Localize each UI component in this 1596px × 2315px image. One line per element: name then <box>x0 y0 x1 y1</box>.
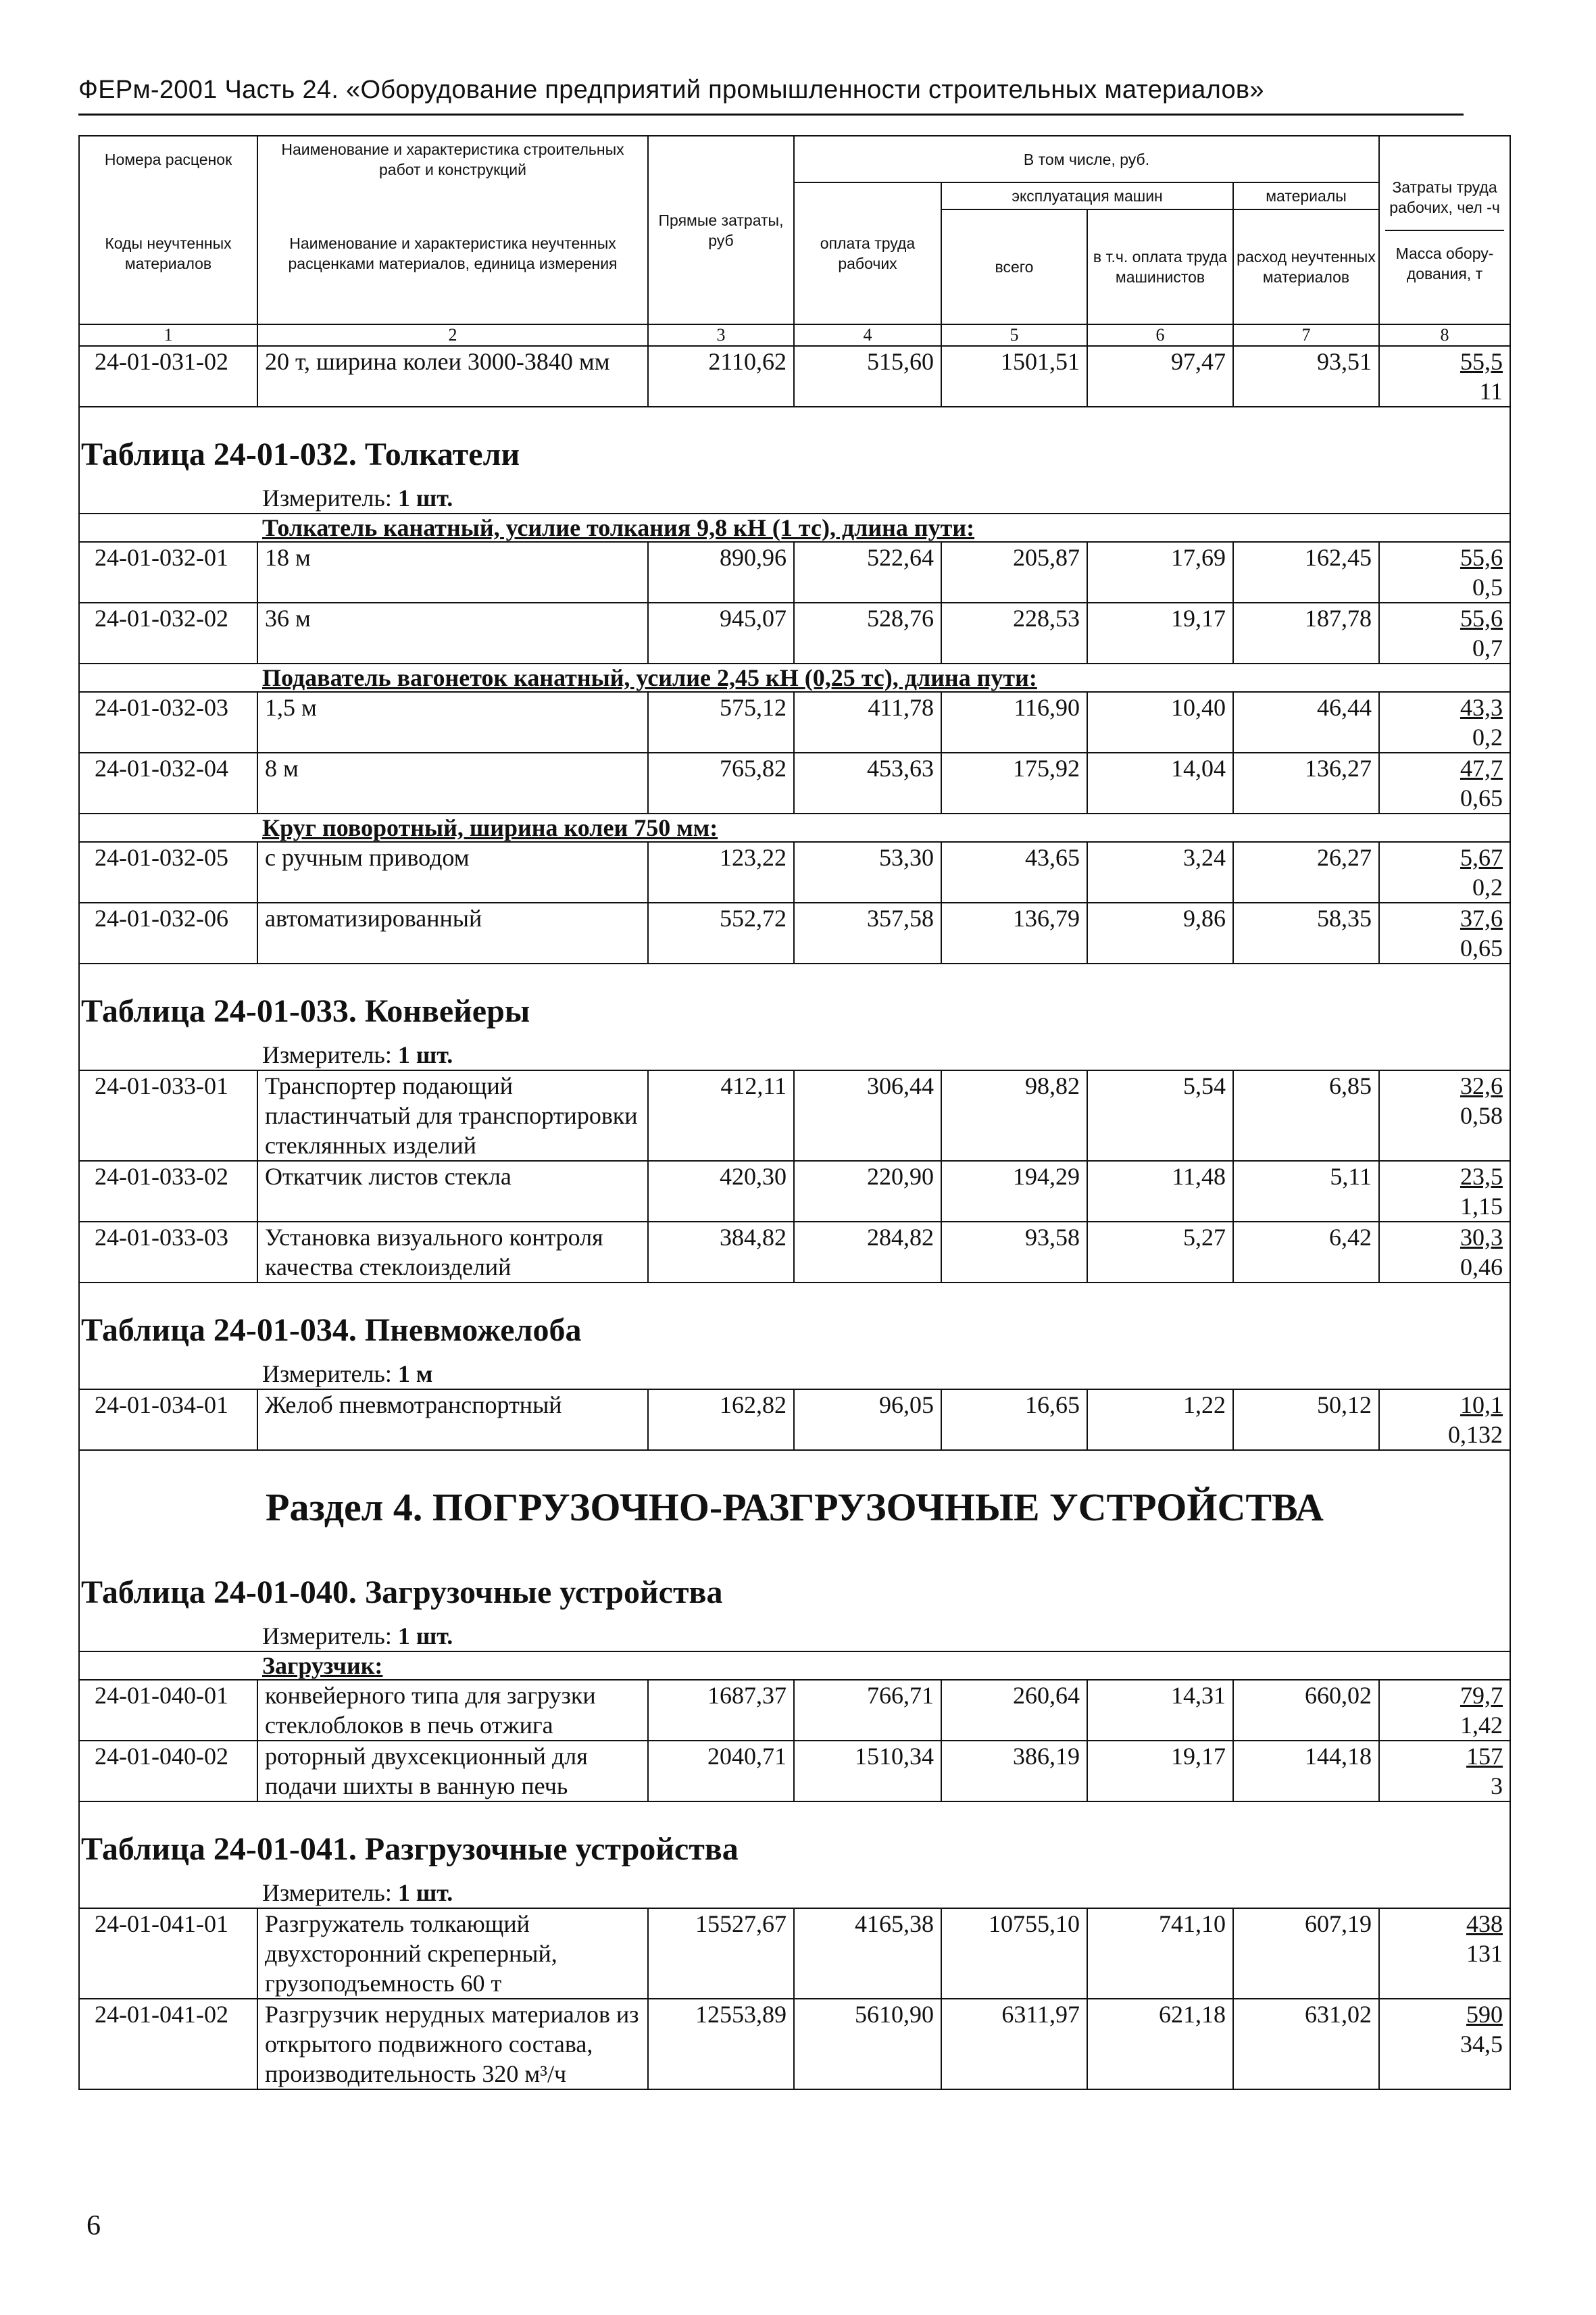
row-mass: 0,65 <box>1460 935 1503 962</box>
row-machine-total: 194,29 <box>941 1161 1087 1222</box>
row-labor-mass <box>1379 692 1510 753</box>
measure-row <box>79 475 1510 514</box>
row-labor-pay: 357,58 <box>794 903 941 964</box>
row-machinist-pay: 17,69 <box>1087 542 1233 603</box>
table-row <box>79 692 1510 753</box>
header-rule <box>78 114 1464 116</box>
col-machine-total: всего <box>941 209 1087 324</box>
row-code: 24-01-032-05 <box>79 842 257 903</box>
row-materials: 162,45 <box>1233 542 1379 603</box>
row-code: 24-01-032-06 <box>79 903 257 964</box>
table-title-row <box>79 964 1510 1032</box>
row-labor-mass <box>1379 1680 1510 1741</box>
table-row <box>79 346 1510 407</box>
row-labor-mass <box>1379 1070 1510 1161</box>
row-machine-total: 260,64 <box>941 1680 1087 1741</box>
row-machinist-pay: 3,24 <box>1087 842 1233 903</box>
row-mass: 34,5 <box>1460 2031 1503 2058</box>
row-direct-costs: 12553,89 <box>648 1999 794 2089</box>
column-numbers-row <box>79 324 1510 346</box>
row-labor: 590 <box>1466 2001 1503 2028</box>
measure-cell <box>79 1870 1510 1908</box>
row-labor: 55,6 <box>1460 605 1503 632</box>
group-cell <box>79 814 1510 842</box>
row-materials: 6,42 <box>1233 1222 1379 1283</box>
measure-value: 1 шт. <box>397 1879 453 1906</box>
row-labor-pay: 515,60 <box>794 346 941 407</box>
section-row <box>79 1450 1510 1559</box>
row-machine-total: 93,58 <box>941 1222 1087 1283</box>
row-materials: 50,12 <box>1233 1389 1379 1450</box>
rates-table <box>78 135 1511 2090</box>
header-row-1 <box>79 136 1510 182</box>
col-materials: материалы <box>1233 182 1379 209</box>
table-title: Таблица 24-01-032. Толкатели <box>79 407 1510 475</box>
measure-value: 1 шт. <box>397 484 453 512</box>
row-machine-total: 228,53 <box>941 603 1087 664</box>
row-code: 24-01-033-01 <box>79 1070 257 1161</box>
group-title: Толкатель канатный, усилие толкания 9,8 кН (1 тс), длина пути: <box>262 514 975 541</box>
page-header: ФЕРм-2001 Часть 24. «Оборудование предприятий промышленности строительных материалов» <box>78 76 1264 104</box>
colnum-2: 2 <box>257 324 648 346</box>
row-labor: 79,7 <box>1460 1682 1503 1709</box>
row-machine-total: 136,79 <box>941 903 1087 964</box>
row-code: 24-01-032-02 <box>79 603 257 664</box>
row-materials: 46,44 <box>1233 692 1379 753</box>
row-mass: 1,15 <box>1460 1193 1503 1220</box>
row-materials: 26,27 <box>1233 842 1379 903</box>
row-name: 18 м <box>257 542 648 603</box>
measure-cell <box>79 1032 1510 1070</box>
row-machine-total: 10755,10 <box>941 1908 1087 1999</box>
row-name: Разгружатель толкающий двухсторонний скреперный, грузоподъемность 60 т <box>257 1908 648 1999</box>
row-name: Транспортер подающий пластинчатый для транспортировки стеклянных изделий <box>257 1070 648 1161</box>
colnum-8: 8 <box>1379 324 1510 346</box>
measure-row <box>79 1613 1510 1651</box>
measure-value: 1 м <box>397 1360 433 1387</box>
equipment-mass-label: Масса обору-дования, т <box>1395 244 1494 282</box>
row-labor-mass <box>1379 1741 1510 1801</box>
row-labor-mass <box>1379 1161 1510 1222</box>
table-row <box>79 1070 1510 1161</box>
row-direct-costs: 384,82 <box>648 1222 794 1283</box>
row-machine-total: 43,65 <box>941 842 1087 903</box>
row-direct-costs: 412,11 <box>648 1070 794 1161</box>
row-mass: 0,2 <box>1472 724 1503 751</box>
row-materials: 607,19 <box>1233 1908 1379 1999</box>
col-including: В том числе, руб. <box>794 136 1379 182</box>
row-materials: 144,18 <box>1233 1741 1379 1801</box>
row-labor-pay: 53,30 <box>794 842 941 903</box>
row-materials: 136,27 <box>1233 753 1379 814</box>
table-row <box>79 542 1510 603</box>
table-row <box>79 1908 1510 1999</box>
table-row <box>79 842 1510 903</box>
group-title: Загрузчик: <box>262 1652 383 1679</box>
measure-value: 1 шт. <box>397 1622 453 1649</box>
row-materials: 93,51 <box>1233 346 1379 407</box>
row-mass: 0,5 <box>1472 574 1503 601</box>
row-machinist-pay: 97,47 <box>1087 346 1233 407</box>
measure-row <box>79 1351 1510 1389</box>
col-work-name: Наименование и характеристика строительных работ и конструкций <box>257 136 648 182</box>
table-title: Таблица 24-01-040. Загрузочные устройства <box>79 1559 1510 1613</box>
row-direct-costs: 420,30 <box>648 1161 794 1222</box>
table-title: Таблица 24-01-041. Разгрузочные устройства <box>79 1801 1510 1870</box>
row-machinist-pay: 10,40 <box>1087 692 1233 753</box>
row-machinist-pay: 14,31 <box>1087 1680 1233 1741</box>
colnum-6: 6 <box>1087 324 1233 346</box>
col-direct-costs: Прямые затраты, руб <box>648 136 794 324</box>
header-row-2 <box>79 182 1510 209</box>
table-title-row <box>79 1801 1510 1870</box>
row-machinist-pay: 621,18 <box>1087 1999 1233 2089</box>
row-labor-mass <box>1379 1389 1510 1450</box>
rates-sheet <box>78 135 1510 2090</box>
row-code: 24-01-040-02 <box>79 1741 257 1801</box>
row-name: 1,5 м <box>257 692 648 753</box>
table-row <box>79 603 1510 664</box>
row-code: 24-01-033-02 <box>79 1161 257 1222</box>
colnum-1: 1 <box>79 324 257 346</box>
row-labor: 37,6 <box>1460 905 1503 932</box>
row-machine-total: 16,65 <box>941 1389 1087 1450</box>
row-materials: 187,78 <box>1233 603 1379 664</box>
row-labor: 43,3 <box>1460 694 1503 721</box>
row-direct-costs: 123,22 <box>648 842 794 903</box>
table-row <box>79 903 1510 964</box>
row-code: 24-01-032-03 <box>79 692 257 753</box>
row-direct-costs: 2040,71 <box>648 1741 794 1801</box>
col-machine-ops: эксплуатация машин <box>941 182 1233 209</box>
row-mass: 131 <box>1466 1940 1503 1967</box>
row-mass: 11 <box>1479 378 1503 405</box>
row-code: 24-01-034-01 <box>79 1389 257 1450</box>
table-title-row <box>79 407 1510 475</box>
row-labor: 23,5 <box>1460 1163 1503 1190</box>
row-machine-total: 1501,51 <box>941 346 1087 407</box>
group-title: Подаватель вагонеток канатный, усилие 2,45 кН (0,25 тс), длина пути: <box>262 664 1037 691</box>
row-machine-total: 175,92 <box>941 753 1087 814</box>
row-materials: 5,11 <box>1233 1161 1379 1222</box>
group-row <box>79 814 1510 842</box>
row-labor-mass <box>1379 542 1510 603</box>
row-mass: 0,46 <box>1460 1253 1503 1280</box>
row-labor-pay: 522,64 <box>794 542 941 603</box>
row-materials: 6,85 <box>1233 1070 1379 1161</box>
row-labor-pay: 306,44 <box>794 1070 941 1161</box>
measure-cell <box>79 475 1510 514</box>
row-direct-costs: 552,72 <box>648 903 794 964</box>
row-machine-total: 98,82 <box>941 1070 1087 1161</box>
row-machinist-pay: 5,27 <box>1087 1222 1233 1283</box>
row-direct-costs: 890,96 <box>648 542 794 603</box>
row-name: конвейерного типа для загрузки стеклоблоков в печь отжига <box>257 1680 648 1741</box>
section-title: Раздел 4. ПОГРУЗОЧНО-РАЗГРУЗОЧНЫЕ УСТРОЙСТВА <box>79 1450 1510 1559</box>
table-row <box>79 1389 1510 1450</box>
col-labor-pay: оплата труда рабочих <box>794 182 941 324</box>
row-machine-total: 386,19 <box>941 1741 1087 1801</box>
row-code: 24-01-032-01 <box>79 542 257 603</box>
table-row <box>79 753 1510 814</box>
table-title: Таблица 24-01-033. Конвейеры <box>79 964 1510 1032</box>
group-row <box>79 664 1510 692</box>
row-machinist-pay: 19,17 <box>1087 603 1233 664</box>
measure-label: Измеритель: <box>262 1622 392 1649</box>
table-row <box>79 1680 1510 1741</box>
row-materials: 631,02 <box>1233 1999 1379 2089</box>
row-direct-costs: 162,82 <box>648 1389 794 1450</box>
group-title: Круг поворотный, ширина колеи 750 мм: <box>262 814 718 841</box>
group-row <box>79 514 1510 542</box>
measure-label: Измеритель: <box>262 484 392 512</box>
row-code: 24-01-032-04 <box>79 753 257 814</box>
row-labor-pay: 284,82 <box>794 1222 941 1283</box>
row-machine-total: 205,87 <box>941 542 1087 603</box>
row-labor: 5,67 <box>1460 844 1503 871</box>
row-labor-mass <box>1379 1999 1510 2089</box>
row-code: 24-01-031-02 <box>79 346 257 407</box>
measure-value: 1 шт. <box>397 1041 453 1068</box>
measure-row <box>79 1870 1510 1908</box>
row-labor-pay: 528,76 <box>794 603 941 664</box>
col-material-name: Наименование и характеристика неучтенных расценками материалов, единица измерения <box>257 182 648 324</box>
row-machinist-pay: 5,54 <box>1087 1070 1233 1161</box>
row-name: Разгрузчик нерудных материалов из открытого подвижного состава, производительность 320 м³/ч <box>257 1999 648 2089</box>
row-labor-pay: 5610,90 <box>794 1999 941 2089</box>
page-number: 6 <box>86 2210 101 2241</box>
row-labor-mass <box>1379 603 1510 664</box>
colnum-5: 5 <box>941 324 1087 346</box>
row-labor-pay: 411,78 <box>794 692 941 753</box>
row-name: 20 т, ширина колеи 3000-3840 мм <box>257 346 648 407</box>
row-mass: 0,7 <box>1472 634 1503 662</box>
row-code: 24-01-033-03 <box>79 1222 257 1283</box>
col-unaccounted-materials: расход неучтенных материалов <box>1233 209 1379 324</box>
measure-cell <box>79 1613 1510 1651</box>
row-mass: 0,132 <box>1448 1421 1503 1448</box>
row-name: Желоб пневмотранспортный <box>257 1389 648 1450</box>
row-code: 24-01-041-01 <box>79 1908 257 1999</box>
row-labor: 55,5 <box>1460 348 1503 375</box>
row-direct-costs: 765,82 <box>648 753 794 814</box>
row-labor-mass <box>1379 753 1510 814</box>
measure-cell <box>79 1351 1510 1389</box>
col-material-codes: Коды неучтенных материалов <box>79 182 257 324</box>
row-labor: 438 <box>1466 1910 1503 1937</box>
row-mass: 0,2 <box>1472 874 1503 901</box>
labor-costs-label: Затраты труда рабочих, чел -ч <box>1385 173 1504 231</box>
row-direct-costs: 15527,67 <box>648 1908 794 1999</box>
col-machinist-pay: в т.ч. оплата труда машинистов <box>1087 209 1233 324</box>
row-labor-mass <box>1379 346 1510 407</box>
row-machine-total: 116,90 <box>941 692 1087 753</box>
row-labor: 32,6 <box>1460 1072 1503 1099</box>
measure-label: Измеритель: <box>262 1360 392 1387</box>
row-direct-costs: 1687,37 <box>648 1680 794 1741</box>
row-labor: 30,3 <box>1460 1224 1503 1251</box>
row-labor: 10,1 <box>1460 1391 1503 1418</box>
row-labor-pay: 453,63 <box>794 753 941 814</box>
table-row <box>79 1161 1510 1222</box>
row-labor: 47,7 <box>1460 755 1503 782</box>
row-name: 8 м <box>257 753 648 814</box>
row-labor-mass <box>1379 1222 1510 1283</box>
table-title-row <box>79 1559 1510 1613</box>
row-direct-costs: 575,12 <box>648 692 794 753</box>
row-machinist-pay: 11,48 <box>1087 1161 1233 1222</box>
row-machinist-pay: 1,22 <box>1087 1389 1233 1450</box>
colnum-4: 4 <box>794 324 941 346</box>
group-cell <box>79 664 1510 692</box>
row-direct-costs: 2110,62 <box>648 346 794 407</box>
col-rate-numbers: Номера расценок <box>79 136 257 182</box>
colnum-7: 7 <box>1233 324 1379 346</box>
table-title: Таблица 24-01-034. Пневможелоба <box>79 1283 1510 1351</box>
row-machinist-pay: 741,10 <box>1087 1908 1233 1999</box>
row-mass: 3 <box>1491 1772 1503 1799</box>
row-labor: 157 <box>1466 1743 1503 1770</box>
group-cell <box>79 514 1510 542</box>
row-name: Откатчик листов стекла <box>257 1161 648 1222</box>
table-row <box>79 1999 1510 2089</box>
table-row <box>79 1222 1510 1283</box>
row-labor: 55,6 <box>1460 544 1503 571</box>
group-row <box>79 1651 1510 1680</box>
row-materials: 660,02 <box>1233 1680 1379 1741</box>
row-machinist-pay: 19,17 <box>1087 1741 1233 1801</box>
row-labor-mass <box>1379 903 1510 964</box>
row-direct-costs: 945,07 <box>648 603 794 664</box>
measure-label: Измеритель: <box>262 1879 392 1906</box>
row-labor-mass <box>1379 842 1510 903</box>
table-title-row <box>79 1283 1510 1351</box>
row-labor-pay: 1510,34 <box>794 1741 941 1801</box>
row-name: 36 м <box>257 603 648 664</box>
row-name: роторный двухсекционный для подачи шихты в ванную печь <box>257 1741 648 1801</box>
row-name: Установка визуального контроля качества стеклоизделий <box>257 1222 648 1283</box>
row-code: 24-01-040-01 <box>79 1680 257 1741</box>
measure-label: Измеритель: <box>262 1041 392 1068</box>
row-code: 24-01-041-02 <box>79 1999 257 2089</box>
row-labor-mass <box>1379 1908 1510 1999</box>
row-mass: 0,65 <box>1460 785 1503 812</box>
table-row <box>79 1741 1510 1801</box>
row-mass: 0,58 <box>1460 1102 1503 1129</box>
row-labor-pay: 220,90 <box>794 1161 941 1222</box>
group-cell <box>79 1651 1510 1680</box>
row-machinist-pay: 9,86 <box>1087 903 1233 964</box>
row-labor-pay: 4165,38 <box>794 1908 941 1999</box>
row-machine-total: 6311,97 <box>941 1999 1087 2089</box>
row-name: с ручным приводом <box>257 842 648 903</box>
row-name: автоматизированный <box>257 903 648 964</box>
row-labor-pay: 766,71 <box>794 1680 941 1741</box>
colnum-3: 3 <box>648 324 794 346</box>
row-labor-pay: 96,05 <box>794 1389 941 1450</box>
measure-row <box>79 1032 1510 1070</box>
row-machinist-pay: 14,04 <box>1087 753 1233 814</box>
row-mass: 1,42 <box>1460 1712 1503 1739</box>
col-labor <box>1379 136 1510 324</box>
row-materials: 58,35 <box>1233 903 1379 964</box>
